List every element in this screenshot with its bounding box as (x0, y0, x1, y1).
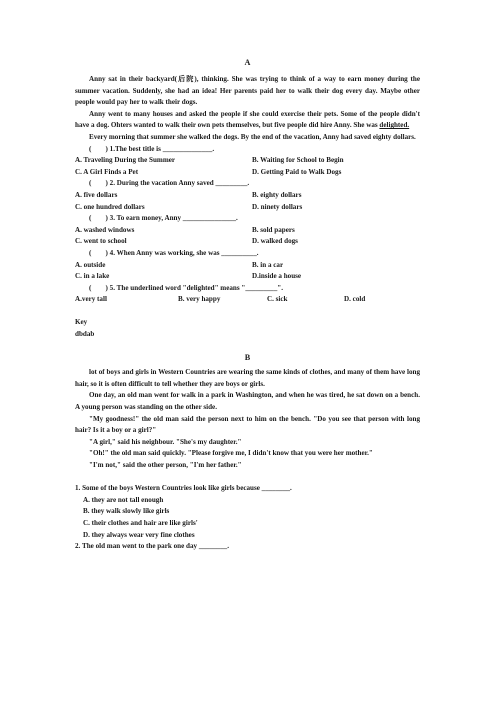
option: D. they always wear very fine clothes (83, 530, 195, 539)
option: D. ninety dollars (252, 202, 303, 211)
question-4-options-row-1 (75, 260, 420, 272)
question-4-stem: ( ) 4. When Anny was working, she was __________. (89, 248, 259, 257)
option: D. walked dogs (252, 237, 298, 246)
option: C. their clothes and hair are like girls' (83, 518, 198, 527)
option: A. Traveling During the Summer (75, 156, 176, 165)
passage-a-paragraph-3: Every morning that summer she walked the dogs. By the end of the vacation, Anny had saved eighty dollars. (89, 132, 416, 141)
passage-b-paragraph-3: "My goodness!" the old man said the person next to him on the bench. "Do you see that person with long hair? Is it a boy or a girl?" (75, 414, 420, 435)
question-5-options (75, 294, 420, 306)
question-3-options-row-1 (75, 225, 420, 237)
option: B. in a car (252, 260, 284, 269)
question-2-options-row-2 (75, 202, 420, 214)
option: C. one hundred dollars (75, 202, 145, 211)
question-4-options-row-2 (75, 271, 420, 283)
option: A. they are not tall enough (83, 495, 164, 504)
answer-key-value: dbdab (75, 330, 95, 339)
option: C. went to school (75, 237, 127, 246)
question-2-options-row-1 (75, 190, 420, 202)
passage-b-paragraph-2: One day, an old man went for walk in a park in Washington, and when he was tired, he sat down on a bench. A young person was standing on the other side. (75, 391, 420, 412)
document-body (75, 57, 420, 553)
option: D.inside a house (252, 272, 302, 281)
answer-key-label: Key (75, 318, 88, 327)
option: B. eighty dollars (252, 190, 302, 199)
passage-b-paragraph-6: "I'm not," said the other person, "I'm her father." (89, 461, 242, 469)
section-b-title: B (244, 353, 251, 363)
option: C. A Girl Finds a Pet (75, 167, 139, 176)
option: C. sick (267, 295, 288, 304)
spacer (75, 306, 420, 318)
option: A. five dollars (75, 190, 118, 199)
passage-b-question-2: 2. The old man went to the park one day ________. (75, 542, 229, 551)
passage-b-paragraph-5: "Oh!" the old man said quickly. "Please forgive me, I didn't know that you were her mother." (89, 449, 373, 458)
option: B. sold papers (252, 225, 295, 234)
spacer (75, 341, 420, 353)
paragraph-text: Anny went to many houses and asked the people if she could exercise their pets. Some of the people didn't have a dog. Ohters wanted to walk their own pets themselves, but five people did hire Anny. She was (75, 109, 420, 130)
option: B. they walk slowly like girls (83, 507, 170, 516)
passage-b-question-1: 1. Some of the boys Western Countries look like girls because ________. (75, 484, 292, 493)
question-1-options-row-2 (75, 167, 420, 179)
question-5-stem: ( ) 5. The underlined word "delighted" means "_________". (89, 283, 283, 292)
option: A. washed windows (75, 225, 135, 234)
passage-a-paragraph-2 (75, 109, 420, 132)
option: B. very happy (178, 295, 221, 304)
question-1-stem: ( ) 1.The best title is ______________. (89, 144, 215, 153)
option: B. Waiting for School to Begin (252, 156, 344, 165)
question-1-options-row-1 (75, 155, 420, 167)
section-a-title: A (244, 58, 251, 67)
spacer (75, 472, 420, 484)
question-3-stem: ( ) 3. To earn money, Anny _______________. (89, 214, 238, 223)
underlined-word: delighted. (379, 121, 410, 130)
option: A. outside (75, 260, 106, 269)
option: D. Getting Paid to Walk Dogs (252, 167, 342, 176)
option: A.very tall (75, 295, 107, 304)
question-3-options-row-2 (75, 236, 420, 248)
passage-a-paragraph-1: Anny sat in their backyard(后院), thinking. She was trying to think of a way to earn money during the summer vacation. Suddenly, she had an idea! Her parents paid her to walk their dog every day. Maybe other people would pay her to walk their dogs. (75, 75, 420, 107)
option: C. in a lake (75, 272, 110, 281)
question-2-stem: ( ) 2. During the vacation Anny saved _________. (89, 179, 250, 188)
passage-b-paragraph-4: "A girl," said his neighbour. "She's my daughter." (89, 437, 242, 446)
passage-b-paragraph-1: lot of boys and girls in Western Countries are wearing the same kinds of clothes, and many of them have long hair, so it is often difficult to tell whether they are boys or girls. (75, 368, 420, 388)
option: D. cold (344, 295, 366, 304)
